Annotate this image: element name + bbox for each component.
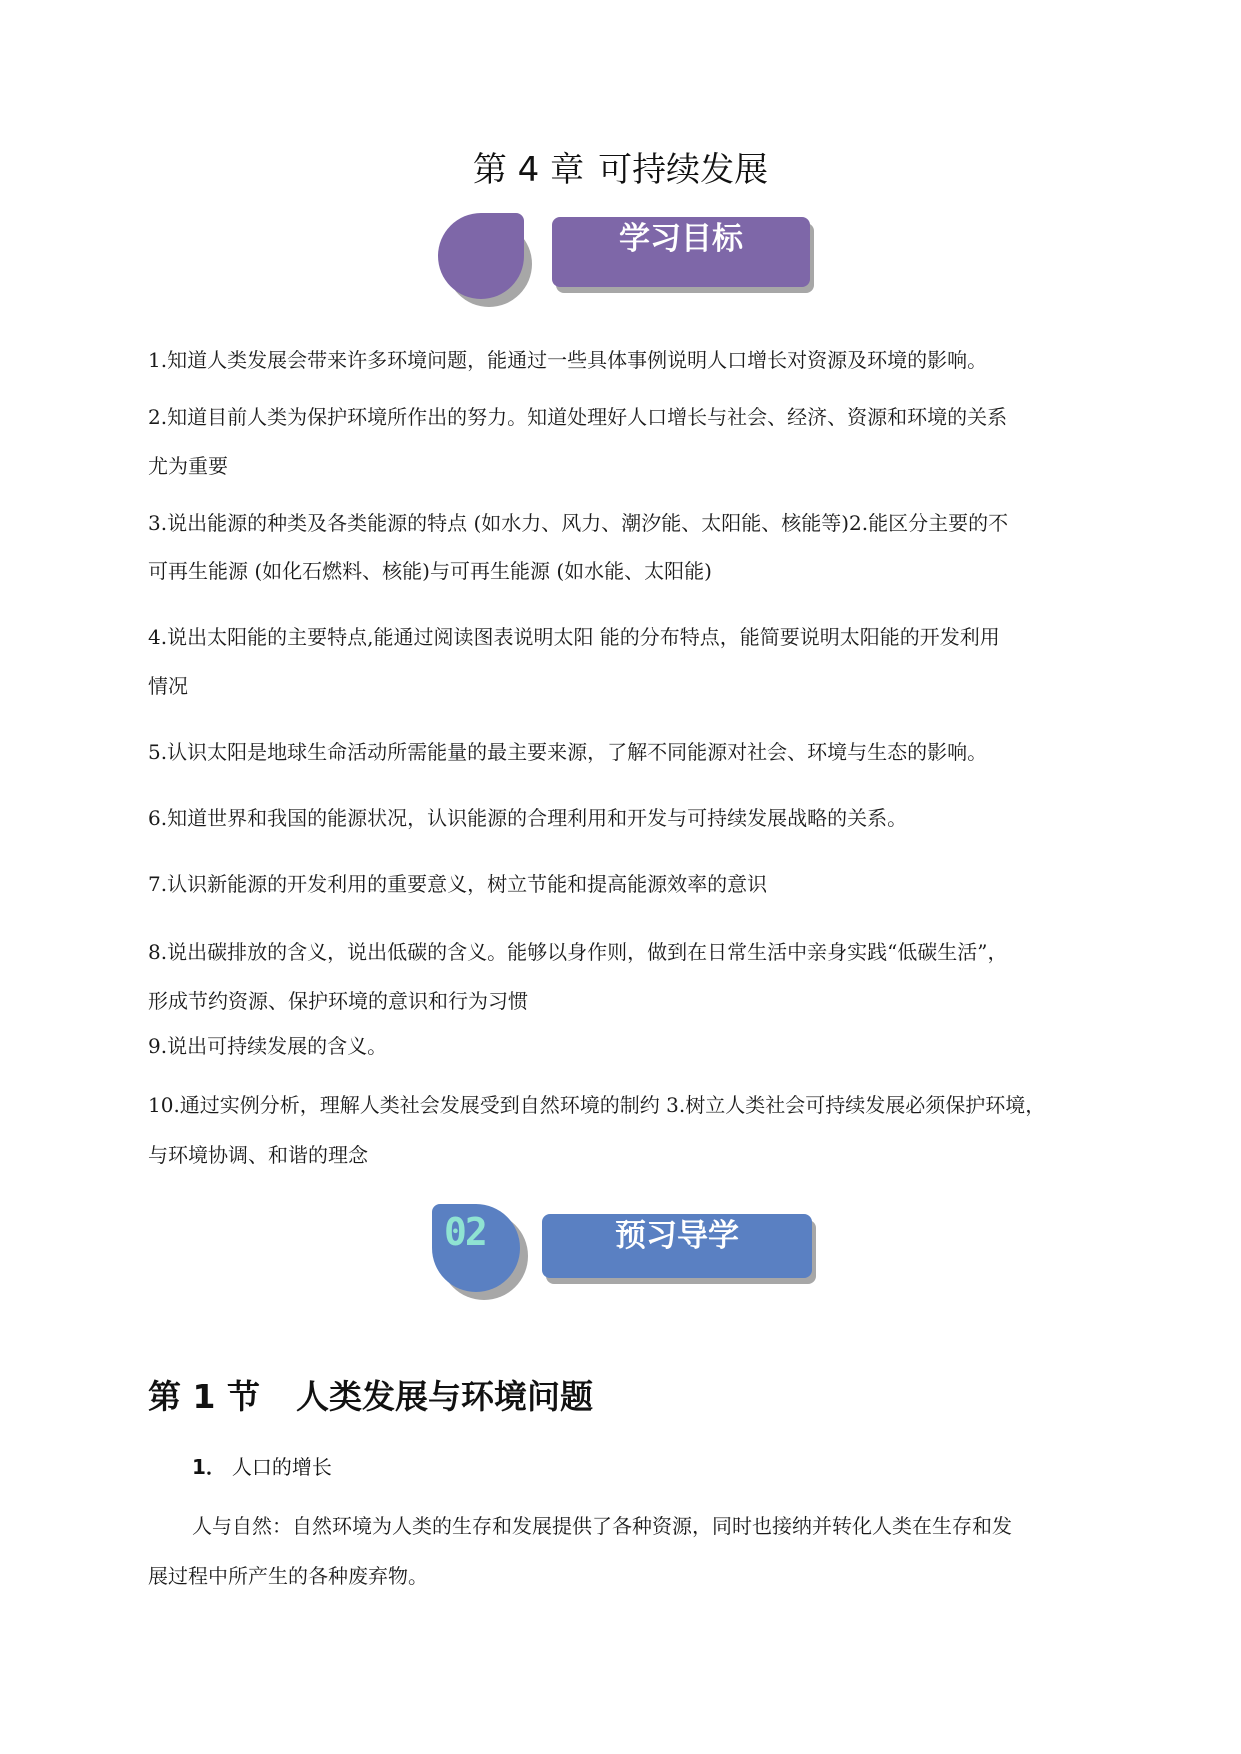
objective-6-line-1: 6.知道世界和我国的能源状况，认识能源的合理利用和开发与可持续发展战略的关系。 xyxy=(148,806,908,830)
subsection-title: 人口的增长 xyxy=(231,1455,332,1479)
objective-4-line-1: 4.说出太阳能的主要特点,能通过阅读图表说明太阳 能的分布特点，能简要说明太阳能的开发利用 xyxy=(148,625,1000,649)
paragraph-line-1-text: 自然环境为人类的生存和发展提供了各种资源，同时也接纳并转化人类在生存和发 xyxy=(292,1514,1012,1538)
section-name: 人类发展与环境问题 xyxy=(295,1377,593,1416)
objective-4-line-2: 情况 xyxy=(148,674,188,698)
paragraph-line-2: 展过程中所产生的各种废弃物。 xyxy=(148,1564,428,1588)
preview-badge-tab xyxy=(542,1214,812,1278)
objective-10-line-2: 与环境协调、和谐的理念 xyxy=(148,1143,368,1167)
chapter-title xyxy=(0,148,1241,192)
objective-1-line-1: 1.知道人类发展会带来许多环境问题，能通过一些具体事例说明人口增长对资源及环境的影响。 xyxy=(148,348,988,372)
paragraph-line-1 xyxy=(192,1513,1012,1539)
chapter-number: 第 4 章 xyxy=(472,150,585,190)
objectives-badge-label: 学习目标 xyxy=(619,221,743,257)
preview-badge-label: 预习导学 xyxy=(615,1218,739,1254)
paragraph-lead: 人与自然： xyxy=(192,1514,292,1538)
subsection-heading xyxy=(192,1453,332,1481)
objective-7-line-1: 7.认识新能源的开发利用的重要意义，树立节能和提高能源效率的意识 xyxy=(148,872,768,896)
preview-badge xyxy=(432,1202,824,1302)
objective-8-line-2: 形成节约资源、保护环境的意识和行为习惯 xyxy=(148,989,528,1013)
objectives-badge xyxy=(438,211,818,311)
section-number: 第 1 节 xyxy=(148,1377,260,1416)
objective-10-line-1: 10.通过实例分析，理解人类社会发展受到自然环境的制约 3.树立人类社会可持续发展必须保护环境， xyxy=(148,1093,1046,1117)
objective-2-line-1: 2.知道目前人类为保护环境所作出的努力。知道处理好人口增长与社会、经济、资源和环境的关系 xyxy=(148,405,1008,429)
section-title xyxy=(148,1375,593,1419)
objective-2-line-2: 尤为重要 xyxy=(148,454,228,478)
objective-8-line-1: 8.说出碳排放的含义，说出低碳的含义。能够以身作则，做到在日常生活中亲身实践“低碳生活”， xyxy=(148,940,1008,964)
preview-badge-number: 02 xyxy=(444,1210,486,1254)
objectives-badge-tab xyxy=(552,217,810,287)
objective-3-line-2: 可再生能源 (如化石燃料、核能)与可再生能源 (如水能、太阳能) xyxy=(148,559,712,583)
objective-5-line-1: 5.认识太阳是地球生命活动所需能量的最主要来源，了解不同能源对社会、环境与生态的影响。 xyxy=(148,740,988,764)
objective-9-line-1: 9.说出可持续发展的含义。 xyxy=(148,1034,388,1058)
objective-3-line-1: 3.说出能源的种类及各类能源的特点 (如水力、风力、潮汐能、太阳能、核能等)2.能区分主要的不 xyxy=(148,511,1009,535)
chapter-name: 可持续发展 xyxy=(598,150,769,190)
subsection-number: 1． xyxy=(192,1455,226,1479)
objectives-badge-circle xyxy=(438,213,524,299)
